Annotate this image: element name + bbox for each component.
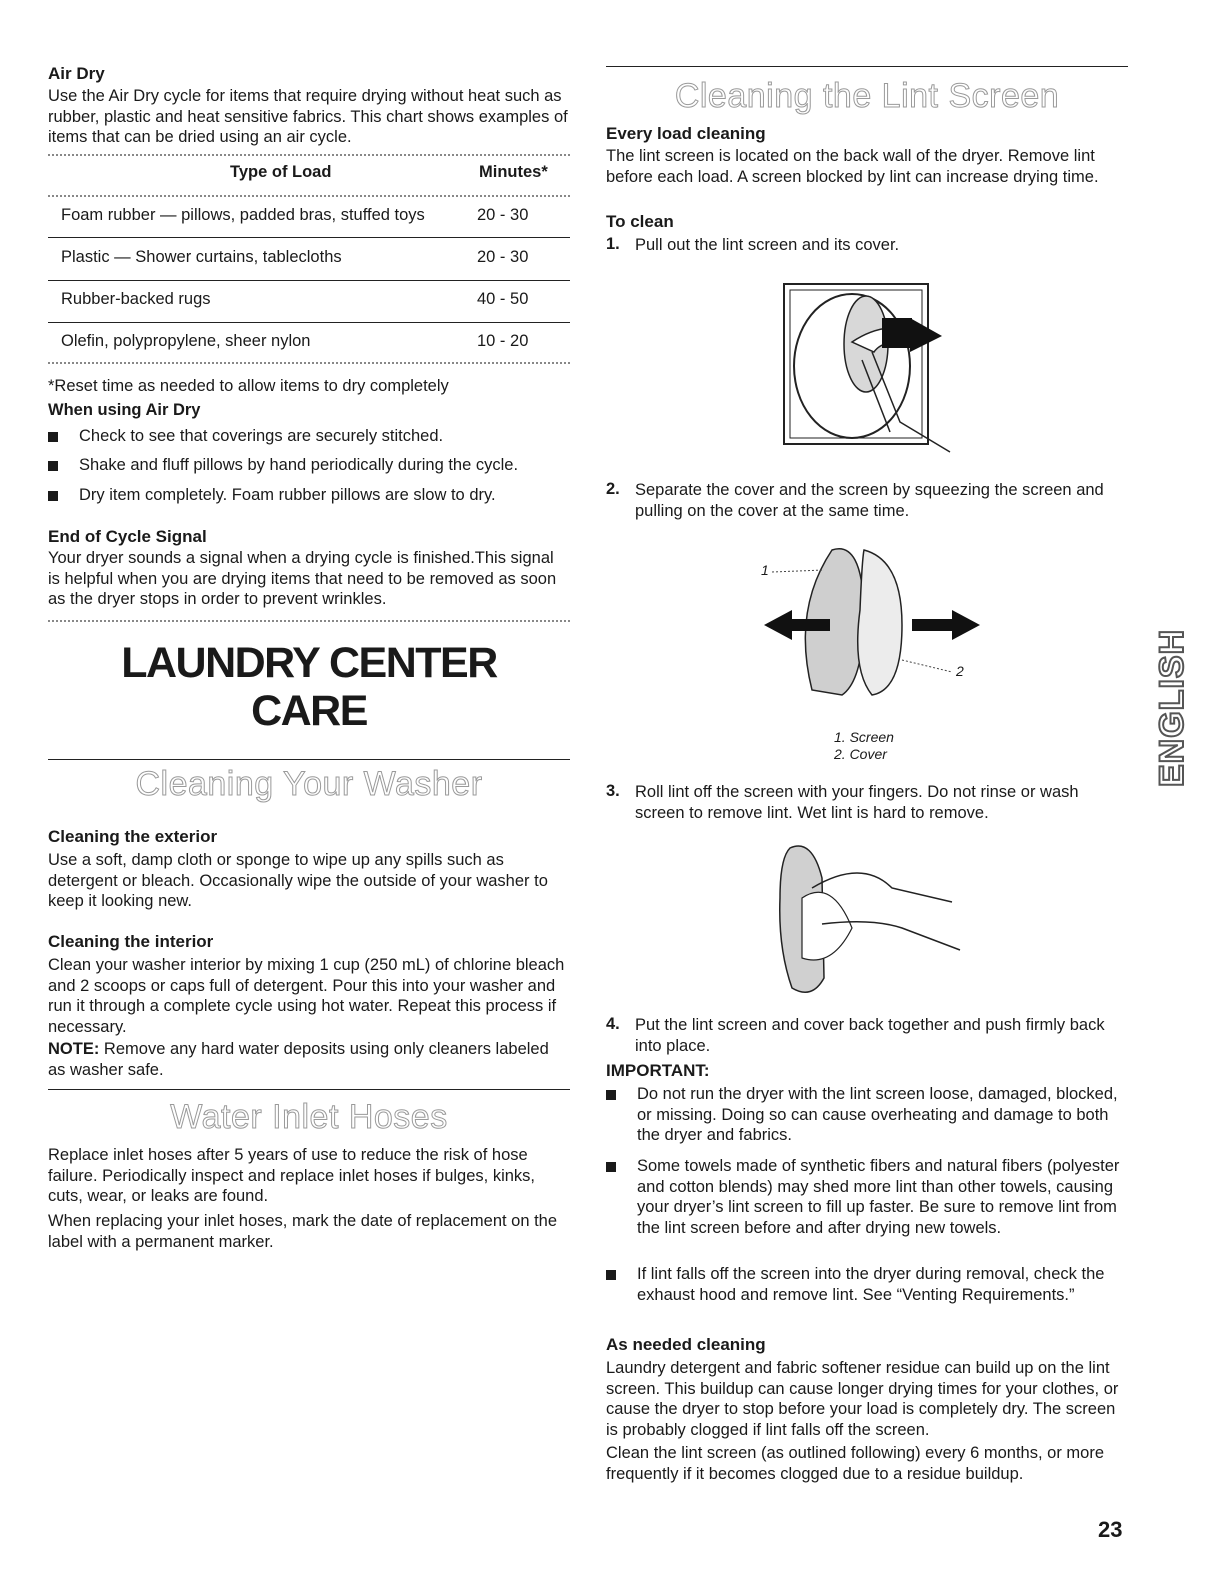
row-divider [48, 322, 570, 323]
table-header-type: Type of Load [230, 163, 332, 181]
row-divider [48, 280, 570, 281]
end-signal-text: Your dryer sounds a signal when a drying cycle is finished.This signal is helpful when you are drying items that need to be removed as soon as the dryer stops in order to prevent wrinkles. [48, 549, 557, 608]
language-side-tab: ENGLISH [1153, 628, 1191, 788]
roll-lint-illustration [772, 838, 962, 1000]
step-text: Pull out the lint screen and its cover. [635, 236, 900, 254]
water-inlet-hoses-heading: Water Inlet Hoses [170, 1098, 448, 1136]
cleaning-washer-heading: Cleaning Your Washer [135, 765, 483, 803]
step-number: 1. [606, 235, 620, 253]
section-rule [48, 759, 570, 760]
load-type: Rubber-backed rugs [61, 290, 211, 308]
bullet-icon [606, 1090, 616, 1100]
air-dry-intro: Use the Air Dry cycle for items that require drying without heat such as rubber, plastic and heat sensitive fabrics. This chart shows examples of items that can be dried using an air cycle. [48, 87, 568, 146]
load-minutes: 10 - 20 [477, 332, 529, 350]
as-needed-text-2: Clean the lint screen (as outlined following) every 6 months, or more frequently if it becomes clogged due to a residue buildup. [606, 1444, 1104, 1483]
caption-screen: 1. Screen [834, 729, 894, 745]
section-rule [606, 66, 1128, 67]
pull-lint-screen-illustration [782, 282, 952, 454]
list-item: Shake and fluff pillows by hand periodically during the cycle. [79, 456, 519, 474]
note-text: Remove any hard water deposits using only cleaners labeled as washer safe. [48, 1040, 549, 1079]
bullet-icon [606, 1270, 616, 1280]
bullet-icon [48, 432, 58, 442]
hoses-text-2: When replacing your inlet hoses, mark the date of replacement on the label with a permanent marker. [48, 1212, 558, 1251]
exterior-text: Use a soft, damp cloth or sponge to wipe up any spills such as detergent or bleach. Occasionally wipe the outside of your washer to keep it looking new. [48, 851, 548, 910]
interior-heading: Cleaning the interior [48, 932, 214, 951]
table-header-rule [48, 195, 570, 197]
callout-cover: 2 [956, 663, 964, 679]
step-text: Separate the cover and the screen by squeezing the screen and pulling on the cover at the same time. [635, 481, 1104, 520]
hoses-text-1: Replace inlet hoses after 5 years of use to reduce the risk of hose failure. Periodically inspect and replace inlet hoses if bulges, kinks, cuts, wear, or leaks are found. [48, 1146, 536, 1205]
load-minutes: 20 - 30 [477, 248, 529, 266]
when-using-heading: When using Air Dry [48, 401, 201, 419]
step-number: 2. [606, 480, 620, 498]
load-type: Plastic — Shower curtains, tablecloths [61, 248, 342, 266]
as-needed-text-1: Laundry detergent and fabric softener residue can build up on the lint screen. This buildup can cause longer drying times for your clothes, or cause the dryer to stop before your load is completely dry. The screen is probably clogged if lint falls off the screen. [606, 1359, 1119, 1439]
table-footnote: *Reset time as needed to allow items to dry completely [48, 377, 449, 395]
page-title-line2: CARE [251, 687, 367, 735]
to-clean-heading: To clean [606, 212, 674, 231]
end-signal-heading: End of Cycle Signal [48, 527, 207, 546]
table-bottom-rule [48, 362, 570, 364]
step-number: 3. [606, 782, 620, 800]
load-type: Olefin, polypropylene, sheer nylon [61, 332, 311, 350]
table-header-minutes: Minutes* [479, 163, 548, 181]
interior-text: Clean your washer interior by mixing 1 cup (250 mL) of chlorine bleach and 2 scoops or caps full of detergent. Pour this into your washer and run it through a complete cycle using hot water. Repeat this process if necessary. [48, 956, 565, 1036]
table-top-rule [48, 154, 570, 156]
bullet-icon [48, 491, 58, 501]
air-dry-bullet-list [48, 426, 570, 506]
caption-cover: 2. Cover [834, 746, 887, 762]
note-label: NOTE: [48, 1040, 100, 1058]
list-item: If lint falls off the screen into the dryer during removal, check the exhaust hood and remove lint. See “Venting Requirements.” [637, 1265, 1105, 1304]
row-divider [48, 237, 570, 238]
load-type: Foam rubber — pillows, padded bras, stuffed toys [61, 206, 425, 224]
callout-screen: 1 [761, 562, 769, 578]
exterior-heading: Cleaning the exterior [48, 827, 218, 846]
bullet-icon [48, 461, 58, 471]
bullet-icon [606, 1162, 616, 1172]
every-load-heading: Every load cleaning [606, 124, 766, 143]
air-dry-heading: Air Dry [48, 64, 105, 83]
every-load-text: The lint screen is located on the back wall of the dryer. Remove lint before each load. A screen blocked by lint can increase drying time. [606, 147, 1099, 186]
page-title-line1: LAUNDRY CENTER [121, 639, 497, 687]
important-label: IMPORTANT: [606, 1061, 710, 1080]
section-rule [48, 620, 570, 622]
list-item: Do not run the dryer with the lint screen loose, damaged, blocked, or missing. Doing so can cause overheating and damage to both the dryer and fabrics. [637, 1085, 1118, 1144]
washer-note [48, 1039, 570, 1080]
load-minutes: 20 - 30 [477, 206, 529, 224]
load-minutes: 40 - 50 [477, 290, 529, 308]
page-number: 23 [1098, 1517, 1123, 1542]
list-item: Check to see that coverings are securely stitched. [79, 427, 444, 445]
step-text: Roll lint off the screen with your fingers. Do not rinse or wash screen to remove lint. Wet lint is hard to remove. [635, 783, 1079, 822]
list-item: Some towels made of synthetic fibers and natural fibers (polyester and cotton blends) may shed more lint than other towels, causing your dryer’s lint screen to fill up faster. Be sure to remove lint from the lint screen before and after drying new towels. [637, 1157, 1120, 1237]
section-rule [48, 1089, 570, 1090]
as-needed-heading: As needed cleaning [606, 1335, 766, 1354]
step-number: 4. [606, 1015, 620, 1033]
lint-screen-heading: Cleaning the Lint Screen [674, 77, 1060, 115]
step-text: Put the lint screen and cover back together and push firmly back into place. [635, 1016, 1105, 1055]
important-bullet-list [606, 1084, 1128, 1344]
list-item: Dry item completely. Foam rubber pillows are slow to dry. [79, 486, 496, 504]
